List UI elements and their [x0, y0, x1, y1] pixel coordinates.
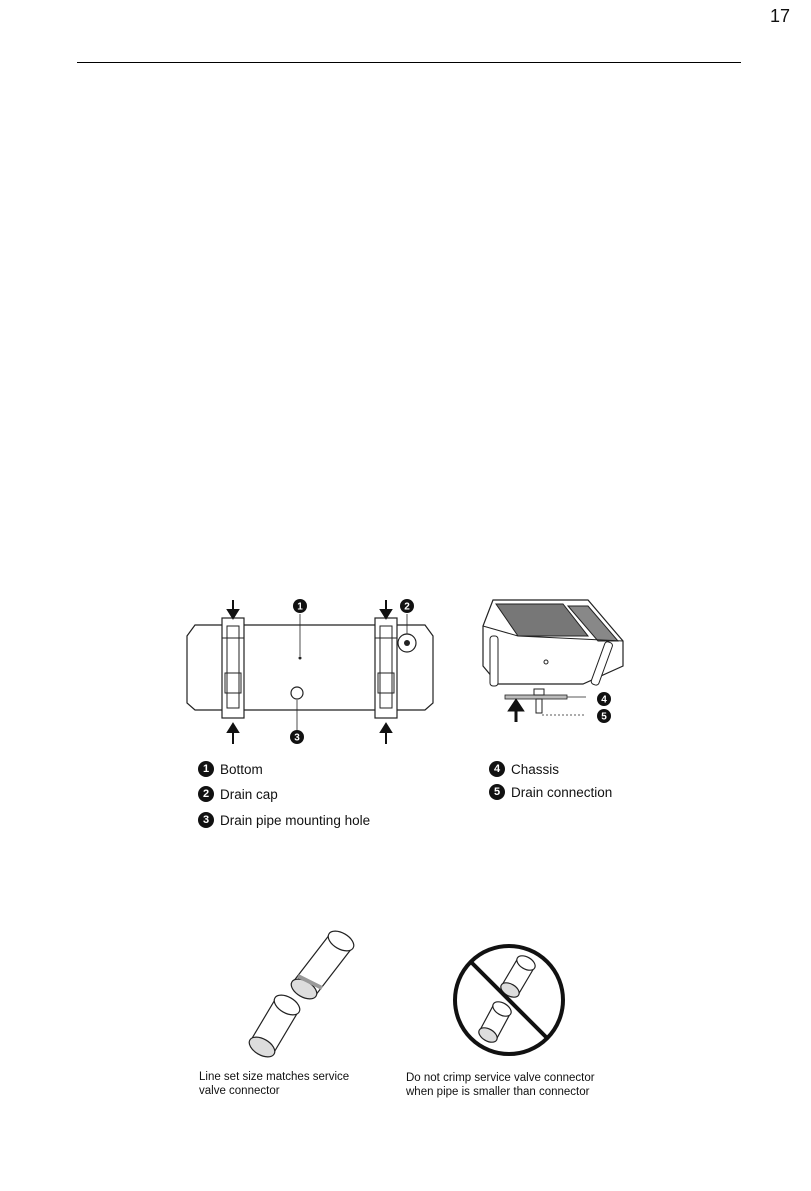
legend-label-drain-pipe-hole: Drain pipe mounting hole	[220, 812, 371, 828]
caption-correct-fit: Line set size matches service valve connector	[199, 1071, 350, 1097]
legend-label-drain-cap: Drain cap	[220, 786, 278, 802]
callout-2: 2	[404, 601, 410, 613]
legend-item-drain-connection	[489, 784, 612, 800]
chassis-diagram	[478, 596, 628, 726]
callout-5: 5	[601, 711, 607, 723]
bottom-view-diagram	[185, 598, 435, 748]
pipe-fit-correct-diagram	[240, 926, 370, 1066]
callout-4: 4	[601, 694, 607, 706]
page-number: 17	[770, 6, 791, 26]
legend-number-4: 4	[489, 761, 505, 777]
legend-number-3: 3	[198, 812, 214, 828]
legend-item-drain-pipe-hole	[198, 812, 370, 828]
callout-1: 1	[297, 601, 303, 613]
legend-number-5: 5	[489, 784, 505, 800]
callout-3: 3	[294, 732, 300, 744]
header-rule	[77, 62, 741, 63]
legend-number-2: 2	[198, 786, 214, 802]
legend-item-drain-cap	[198, 786, 278, 802]
legend-label-chassis: Chassis	[511, 761, 560, 777]
legend-number-1: 1	[198, 761, 214, 777]
pipe-fit-incorrect-diagram	[452, 940, 566, 1060]
caption-incorrect-fit: Do not crimp service valve connector when pipe is smaller than connector	[406, 1072, 595, 1098]
legend-item-bottom	[198, 761, 263, 777]
legend-label-drain-connection: Drain connection	[511, 784, 613, 800]
legend-label-bottom: Bottom	[220, 761, 263, 777]
legend-item-chassis	[489, 761, 559, 777]
